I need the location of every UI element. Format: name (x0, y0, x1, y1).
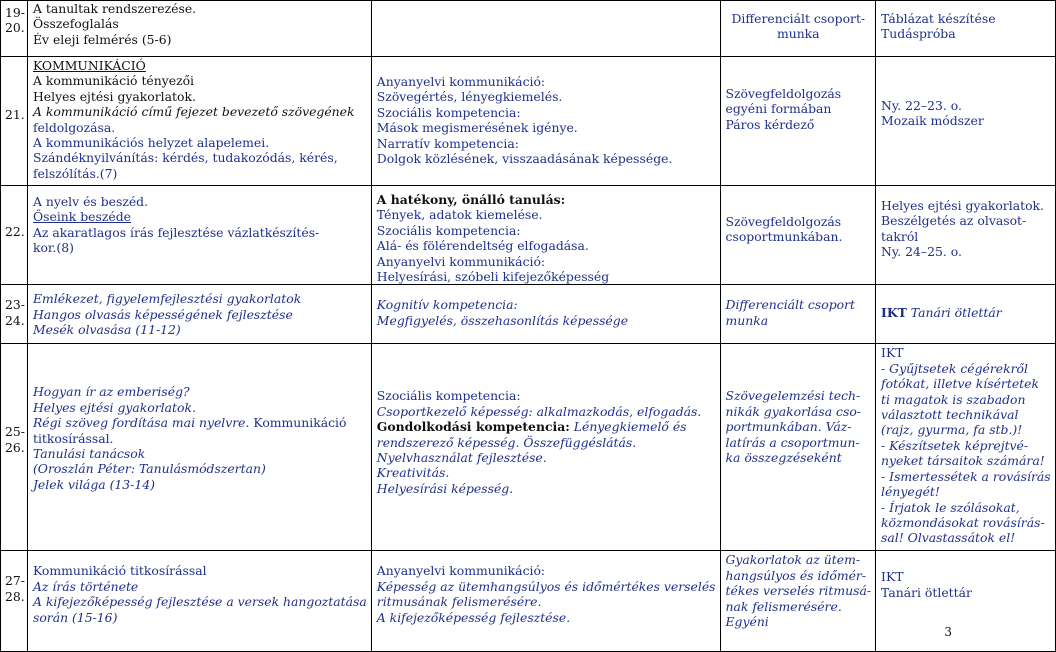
topics-cell: A tanultak rendszerezése. Összefoglalás Év eleji felmérés (5-6) (27, 1, 371, 57)
method-cell: Gyakorlatok az ütem- hangsúlyos és időmér- tékes verselés ritmusá- nak felismerésére. Egyéni (720, 551, 876, 652)
tools-cell: Helyes ejtési gyakorlatok. Beszélgetés az olvasot- takról Ny. 24–25. o. (876, 186, 1056, 285)
competence-cell: A hatékony, önálló tanulás: Tények, adatok kiemelése. Szociális kompetencia: Alá- és fölérendeltség elfogadása. Anyanyelvi kommunikáció: Helyesírási, szóbeli kifejezőképesség (371, 186, 720, 285)
lesson-number: 23- 24. (1, 285, 28, 344)
table-row (1, 344, 1056, 551)
topics-cell: Hogyan ír az emberiség? Helyes ejtési gyakorlatok. Régi szöveg fordítása mai nyelvre. Kommunikáció titkosírással. Tanulási tanácsok (Oroszlán Péter: Tanulásmódszertan) Jelek világa (13-14) (27, 344, 371, 551)
competence-cell (371, 1, 720, 57)
page-number: 3 (944, 624, 952, 639)
table-row (1, 57, 1056, 186)
lesson-number: 19- 20. (1, 1, 28, 57)
method-cell: Szövegelemzési tech- nikák gyakorlása cso- portmunkában. Váz- latírás a csoportmun- ka összegzéseként (720, 344, 876, 551)
competence-cell: Anyanyelvi kommunikáció: Képesség az ütemhangsúlyos és időmértékes verselés ritmusának felismerésére. A kifejezőképesség fejlesztése. (371, 551, 720, 652)
tools-cell: IKT Tanári ötlettár (876, 285, 1056, 344)
topics-cell: A nyelv és beszéd. Őseink beszéde Az akaratlagos írás fejlesztése vázlatkészítés- kor.(8) (27, 186, 371, 285)
tools-cell: Ny. 22–23. o. Mozaik módszer (876, 57, 1056, 186)
lesson-number: 25- 26. (1, 344, 28, 551)
method-cell: Differenciált csoport munka (720, 285, 876, 344)
competence-cell: Szociális kompetencia: Csoportkezelő képesség: alkalmazkodás, elfogadás. Gondolkodási kompetencia: Lényegkiemelő és rendszerező képesség. Összefüggéslátás. Nyelvhasználat fejlesztése. Kreativitás. Helyesírási képesség. (371, 344, 720, 551)
topics-cell: KOMMUNIKÁCIÓ A kommunikáció tényezői Helyes ejtési gyakorlatok. A kommunikáció című fejezet bevezető szövegének feldolgozása. A kommunikációs helyzet alapelemei. Szándéknyilvánítás: kérdés, tudakozódás, kérés, felszólítás.(7) (27, 57, 371, 186)
tools-cell: IKT Tanári ötlettár (876, 551, 1056, 652)
competence-cell: Kognitív kompetencia: Megfigyelés, összehasonlítás képessége (371, 285, 720, 344)
tools-cell: Táblázat készítése Tudáspróba (876, 1, 1056, 57)
topics-cell: Emlékezet, figyelemfejlesztési gyakorlatok Hangos olvasás képességének fejlesztése Mesék olvasása (11-12) (27, 285, 371, 344)
lesson-number: 27- 28. (1, 551, 28, 652)
method-cell: Differenciált csoport- munka (720, 1, 876, 57)
tools-cell: IKT - Gyűjtsetek cégérekről fotókat, illetve kísértetek ti magatok is szabadon választott technikával (rajz, gyurma, fa stb.)! - Készítsetek képrejtvé- nyeket társaitok számára! - Ismertessétek a rovásírás lényegét! - Írjatok le szólásokat, közmondásokat rovásírás- sal! Olvastassátok el! (876, 344, 1056, 551)
lesson-number: 22. (1, 186, 28, 285)
table-row (1, 1, 1056, 57)
table-row (1, 285, 1056, 344)
competence-cell: Anyanyelvi kommunikáció: Szövegértés, lényegkiemelés. Szociális kompetencia: Mások megismerésének igénye. Narratív kompetencia: Dolgok közlésének, visszaadásának képessége. (371, 57, 720, 186)
table-row (1, 186, 1056, 285)
method-cell: Szövegfeldolgozás csoportmunkában. (720, 186, 876, 285)
table-row (1, 551, 1056, 652)
topics-cell: Kommunikáció titkosírással Az írás története A kifejezőképesség fejlesztése a versek hangoztatása során (15-16) (27, 551, 371, 652)
lesson-number: 21. (1, 57, 28, 186)
method-cell: Szövegfeldolgozás egyéni formában Páros kérdező (720, 57, 876, 186)
